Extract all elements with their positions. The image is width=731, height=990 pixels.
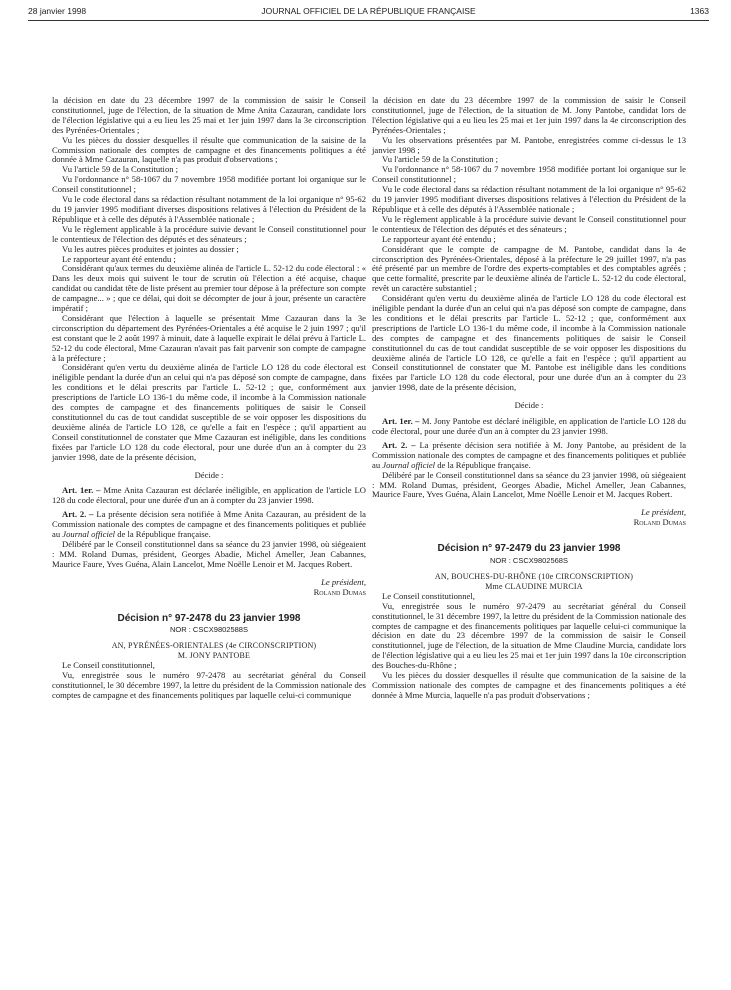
paragraph: Considérant qu'aux termes du deuxième alinéa de l'article L. 52-12 du code électoral : « Dans les deux mois qui suivent le tour de scrutin où l'élection a été acquise, chaque candidat ou candidat tête de liste présent au premier tour dépose à la préfecture son compte de campagne... » ; que ce délai, qui doit se décompter de jour à jour, présente un caractère impératif ; xyxy=(52,263,366,314)
journal-officiel-ref: Journal officiel xyxy=(62,529,116,540)
article-2 xyxy=(372,441,686,471)
article-1 xyxy=(372,417,686,437)
article-1 xyxy=(52,486,366,506)
paragraph: Vu le code électoral dans sa rédaction résultant notamment de la loi organique n° 95-62 du 19 janvier 1995 modifiant diverses dispositions relatives à l'élection du Président de la République et à celle des députés à l'Assemblée nationale ; xyxy=(372,184,686,214)
paragraph: Vu le règlement applicable à la procédure suivie devant le Conseil constitutionnel pour le contentieux de l'élection des députés et des sénateurs ; xyxy=(52,223,366,244)
header-journal-title: JOURNAL OFFICIEL DE LA RÉPUBLIQUE FRANÇAISE xyxy=(261,6,476,16)
paragraph: la décision en date du 23 décembre 1997 de la commission de saisir le Conseil constitutionnel, juge de l'élection, de la situation de Mme Anita Cazauran, candidate lors de l'élection législative qui a eu lieu les 25 mai et 1er juin 1997 dans la 3e circonscription des Pyrénées-Orientales ; xyxy=(52,95,366,135)
left-column xyxy=(52,96,366,701)
paragraph: Considérant qu'en vertu du deuxième alinéa de l'article LO 128 du code électoral est inéligible pendant la durée d'un an celui qui n'a pas déposé son compte de campagne, dans les conditions et le délai prescrits par l'article L. 52-12 ; que, conformément aux prescriptions de l'article LO 136-1 du même code, il incombe à la Commission nationale des comptes de campagne et des financements politiques de saisir le Conseil constitutionnel du cas de tout candidat susceptible de se voir opposer les dispositions du deuxième alinéa de l'article LO 128, ce qu'elle a fait en l'espèce ; qu'il appartient au Conseil constitutionnel de constater que M. Pantobe est inéligible dans les conditions fixées par l'article LO 128 du code électoral, pour une durée d'un an à compter du 23 janvier 1998, date de la présente décision, xyxy=(372,293,686,393)
paragraph: Vu les observations présentées par M. Pantobe, enregistrées comme ci-dessus le 13 janvier 1998 ; xyxy=(372,134,686,155)
decision-constituency: AN, PYRÉNÉES-ORIENTALES (4e CIRCONSCRIPTION) xyxy=(111,641,317,651)
paragraph: Considérant qu'en vertu du deuxième alinéa de l'article LO 128 du code électoral est inéligible pendant la durée d'un an celui qui n'a pas déposé son compte de campagne, dans les conditions et le délai prescrits par l'article L. 52-12 ; que, conformément aux prescriptions de l'article LO 136-1 du même code, il incombe à la Commission nationale des comptes de campagne et des financements politiques de saisir le Conseil constitutionnel du cas de tout candidat susceptible de se voir opposer les dispositions du deuxième alinéa de l'article LO 128, ce qu'elle a fait en l'espèce ; qu'il appartient au Conseil constitutionnel de constater que Mme Cazauran est inéligible, dans les conditions fixées par l'article LO 128 du code électoral, pour une durée d'un an à compter du 23 janvier 1998, date de la présente décision, xyxy=(52,362,366,462)
paragraph: Vu l'ordonnance n° 58-1067 du 7 novembre 1958 modifiée portant loi organique sur le Conseil constitutionnel ; xyxy=(52,174,366,195)
paragraph: Vu les pièces du dossier desquelles il résulte que communication de la saisine de la Commission nationale des comptes de campagne et des financements politiques a été donnée à Mme Cazauran, laquelle n'a pas produit d'observations ; xyxy=(52,134,366,165)
decide-heading: Décide : xyxy=(194,469,224,480)
paragraph: Vu l'ordonnance n° 58-1067 du 7 novembre 1958 modifiée portant loi organique sur le Conseil constitutionnel ; xyxy=(372,164,686,185)
article-label: Art. 1er. – xyxy=(62,485,101,496)
paragraph: Le rapporteur ayant été entendu ; xyxy=(382,233,496,244)
signature-title: Le président, xyxy=(641,507,686,518)
article-text: de la République française. xyxy=(437,459,531,470)
article-label: Art. 2. – xyxy=(62,509,94,520)
signature-name: Roland Dumas xyxy=(633,517,686,528)
paragraph: Vu le règlement applicable à la procédure suivie devant le Conseil constitutionnel pour le contentieux de l'élection des députés et des sénateurs ; xyxy=(372,213,686,234)
decision-candidate: M. JONY PANTOBE xyxy=(177,651,251,661)
article-label: Art. 1er. – xyxy=(382,416,420,427)
decision-nor: NOR : CSCX9802588S xyxy=(170,625,248,635)
paragraph: Vu l'article 59 de la Constitution ; xyxy=(382,154,499,165)
article-text: La présente décision sera notifiée à Mme Anita Cazauran, au président de la Commission nationale des comptes de campagne et des financements politiques et publiée au xyxy=(52,509,366,540)
paragraph: Vu les autres pièces produites et jointes au dossier ; xyxy=(62,243,239,254)
decide-heading: Décide : xyxy=(514,400,544,411)
paragraph: Vu, enregistrée sous le numéro 97-2478 au secrétariat général du Conseil constitutionnel, le 30 décembre 1997, la lettre du président de la Commission nationale des comptes de campagne et des financements politiques par laquelle celui-ci communique xyxy=(52,670,366,700)
page-header xyxy=(28,6,709,20)
deliberation: Délibéré par le Conseil constitutionnel dans sa séance du 23 janvier 1998, où siégeaient : MM. Roland Dumas, président, Georges Abadie, Michel Ameller, Jean Cabannes, Maurice Faure, Yves Guéna, Alain Lancelot, Mme Noëlle Lenoir et M. Jacques Robert. xyxy=(52,538,366,569)
paragraph: la décision en date du 23 décembre 1997 de la commission de saisir le Conseil constitutionnel, juge de l'élection, de la situation de M. Jony Pantobe, candidat lors de l'élection législative qui a eu lieu les 25 mai et 1er juin 1997 dans la 4e circonscription des Pyrénées-Orientales ; xyxy=(372,95,686,135)
article-label: Art. 2. – xyxy=(382,439,416,450)
header-date: 28 janvier 1998 xyxy=(28,6,87,16)
paragraph: Le Conseil constitutionnel, xyxy=(62,660,155,671)
paragraph: Vu les pièces du dossier desquelles il résulte que communication de la saisine de la Commission nationale des comptes de campagne et des financements politiques a été donnée à Mme Murcia, laquelle n'a pas produit d'observations ; xyxy=(372,670,686,700)
paragraph: Considérant que le compte de campagne de M. Pantobe, candidat dans la 4e circonscription des Pyrénées-Orientales, déposé à la préfecture le 29 juillet 1997, n'a pas été présenté par un membre de l'ordre des experts-comptables et des comptables agréés ; que cette formalité, prescrite par le deuxième alinéa de l'article L. 52-12 du code électoral, revêt un caractère substantiel ; xyxy=(372,243,686,294)
paragraph: Vu l'article 59 de la Constitution ; xyxy=(62,164,179,175)
deliberation: Délibéré par le Conseil constitutionnel dans sa séance du 23 janvier 1998, où siégeaient : MM. Roland Dumas, président, Georges Abadie, Michel Ameller, Jean Cabannes, Maurice Faure, Yves Guéna, Alain Lancelot, Mme Noëlle Lenoir et M. Jacques Robert. xyxy=(372,469,686,500)
decision-nor: NOR : CSCX9802568S xyxy=(490,556,568,566)
header-page-number: 1363 xyxy=(690,6,709,16)
article-text: La présente décision sera notifiée à M. Jony Pantobe, au président de la Commission nationale des comptes de campagne et des financements politiques et publiée au xyxy=(372,439,687,470)
paragraph: Considérant que l'élection à laquelle se présentait Mme Cazauran dans la 3e circonscription du département des Pyrénées-Orientales a été acquise le 2 juin 1997 ; qu'il est constant que le 2 août 1997 à minuit, date à laquelle expirait le délai prévu à l'article L. 52-12 du code électoral, Mme Cazauran n'avait pas fait parvenir son compte de campagne à la préfecture ; xyxy=(52,312,366,363)
article-2 xyxy=(52,510,366,540)
decision-candidate: Mme CLAUDINE MURCIA xyxy=(485,581,583,591)
journal-officiel-ref: Journal officiel xyxy=(382,459,436,470)
decision-title: Décision n° 97-2479 du 23 janvier 1998 xyxy=(437,543,621,555)
decision-title: Décision n° 97-2478 du 23 janvier 1998 xyxy=(117,612,301,624)
article-text: M. Jony Pantobe est déclaré inéligible, en application de l'article LO 128 du code électoral, pour une durée d'un an à compter du 23 janvier 1998. xyxy=(372,416,686,436)
paragraph: Vu, enregistrée sous le numéro 97-2479 au secrétariat général du Conseil constitutionnel, le 31 décembre 1997, la lettre du président de la Commission nationale des comptes de campagne et des financements politiques par laquelle celui-ci communique la décision en date du 23 décembre 1997 de la commission de saisir le Conseil constitutionnel, juge de l'élection, de la situation de Mme Claudine Murcia, candidate lors de l'élection législative qui a eu lieu les 25 mai et 1er juin 1997 dans la 10e circonscription des Bouches-du-Rhône ; xyxy=(372,600,686,671)
signature-name: Roland Dumas xyxy=(313,586,366,597)
header-rule xyxy=(28,20,709,21)
right-column xyxy=(372,96,686,701)
signature-title: Le président, xyxy=(321,576,366,587)
article-text: de la République française. xyxy=(117,529,211,540)
decision-constituency: AN, BOUCHES-DU-RHÔNE (10e CIRCONSCRIPTION) xyxy=(434,571,634,581)
paragraph: Le Conseil constitutionnel, xyxy=(382,590,475,601)
paragraph: Vu le code électoral dans sa rédaction résultant notamment de la loi organique n° 95-62 du 19 janvier 1995 modifiant diverses dispositions relatives à l'élection du Président de la République et à celle des députés à l'Assemblée nationale ; xyxy=(52,194,366,224)
paragraph: Le rapporteur ayant été entendu ; xyxy=(62,253,176,264)
article-text: Mme Anita Cazauran est déclarée inéligible, en application de l'article LO 128 du code électoral, pour une durée d'un an à compter du 23 janvier 1998. xyxy=(52,485,366,506)
